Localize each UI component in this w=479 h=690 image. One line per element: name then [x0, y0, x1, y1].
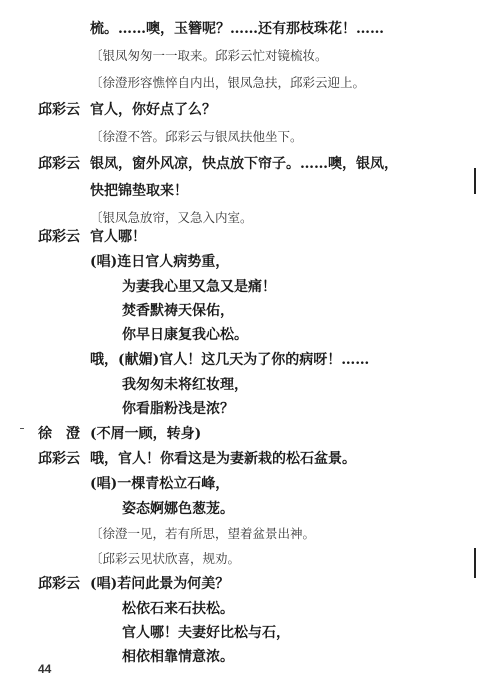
- script-line: 哦，官人！你看这是为妻新栽的松石盆景。: [90, 451, 356, 467]
- script-line: 银凤，窗外风凉，快点放下帘子。……噢，银凤，: [90, 156, 398, 172]
- script-line: 官人，你好点了么？: [90, 102, 216, 118]
- speaker-name: 邱彩云: [38, 229, 80, 245]
- margin-mark: [474, 168, 476, 194]
- margin-mark: [474, 548, 476, 578]
- verse-line: 相依相靠情意浓。: [122, 649, 234, 665]
- verse-line: 官人哪！夫妻好比松与石，: [122, 625, 290, 641]
- script-line: (唱)若问此景为何美？: [90, 576, 230, 592]
- verse-line: 焚香默祷天保佑，: [122, 303, 234, 319]
- stage-direction: 〔徐澄一见，若有所思，望着盆景出神。: [90, 526, 316, 541]
- script-line: 官人哪！: [90, 229, 146, 245]
- stage-direction: 〔银凤匆匆一一取来。邱彩云忙对镜梳妆。: [90, 48, 328, 63]
- script-line: 哦，(献媚)官人！这几天为了你的病呀！……: [90, 352, 370, 368]
- speaker-name: 徐 澄: [38, 426, 80, 442]
- speaker-name: 邱彩云: [38, 451, 80, 467]
- verse-line: 你早日康复我心松。: [122, 327, 248, 343]
- script-line: 梳。……噢，玉簪呢？……还有那枝珠花！……: [90, 21, 384, 37]
- script-line: (不屑一顾，转身): [90, 426, 202, 442]
- speaker-name: 邱彩云: [38, 156, 80, 172]
- verse-line: 姿态婀娜色葱茏。: [122, 501, 234, 517]
- verse-line: 我匆匆未将红妆理，: [122, 377, 248, 393]
- stage-direction: 〔徐澄形容憔悴自内出，银凤急扶，邱彩云迎上。: [90, 75, 366, 90]
- script-line: (唱)连日官人病势重，: [90, 254, 230, 270]
- verse-line: 松依石来石扶松。: [122, 601, 234, 617]
- page-number: 44: [38, 662, 52, 676]
- script-line: 快把锦垫取来！: [90, 183, 188, 199]
- margin-mark: [20, 428, 24, 429]
- stage-direction: 〔邱彩云见状欣喜，规劝。: [90, 551, 241, 566]
- verse-line: 为妻我心里又急又是痛！: [122, 279, 276, 295]
- stage-direction: 〔徐澄不答。邱彩云与银凤扶他坐下。: [90, 129, 303, 144]
- script-line: (唱)一棵青松立石峰，: [90, 476, 230, 492]
- verse-line: 你看脂粉浅是浓？: [122, 401, 234, 417]
- stage-direction: 〔银凤急放帘，又急入内室。: [90, 210, 253, 225]
- speaker-name: 邱彩云: [38, 102, 80, 118]
- speaker-name: 邱彩云: [38, 576, 80, 592]
